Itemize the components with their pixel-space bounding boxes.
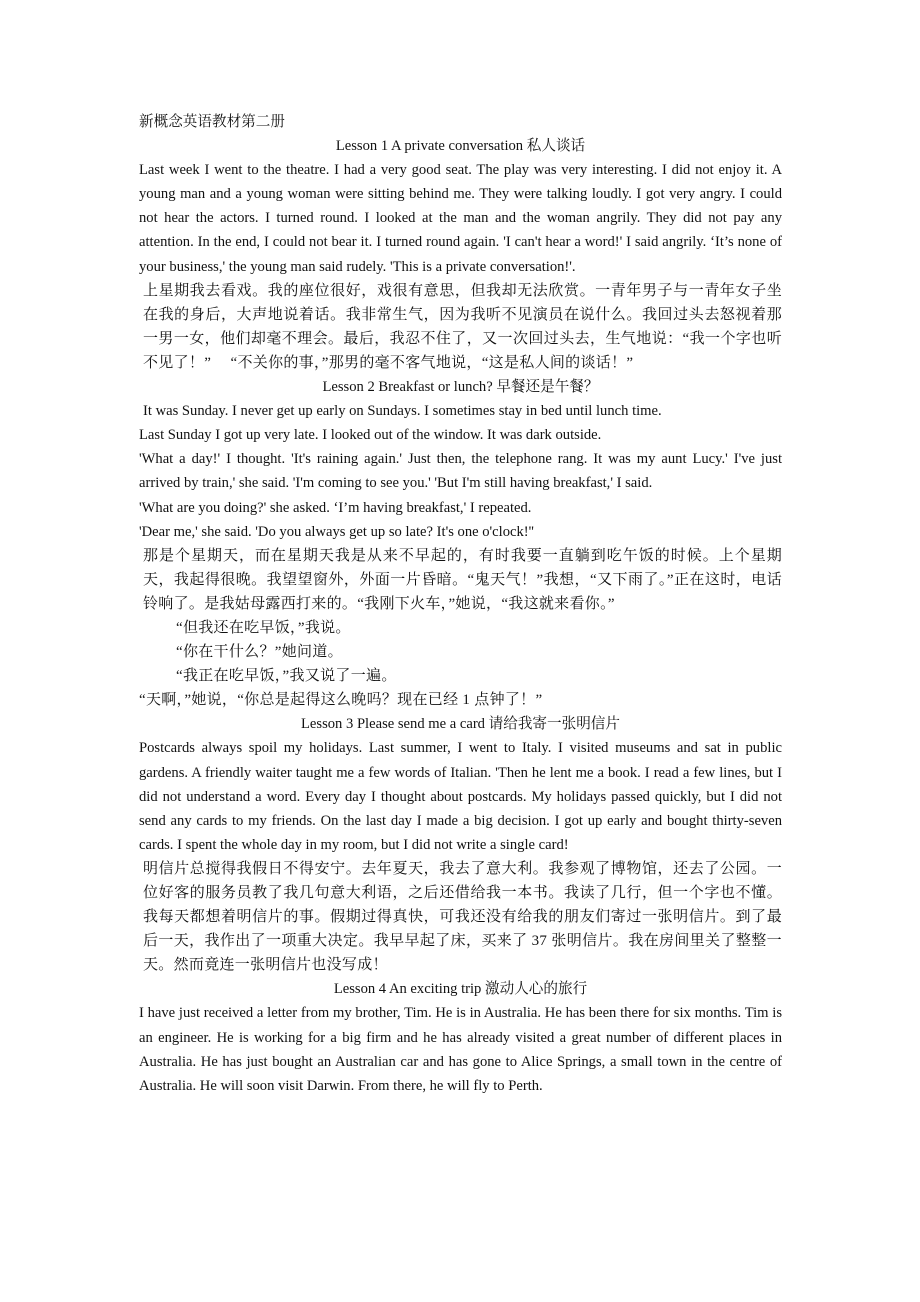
lesson-2-english-line: It was Sunday. I never get up early on Sundays. I sometimes stay in bed until lunch time.	[143, 403, 662, 420]
book-title: 新概念英语教材第二册	[139, 114, 285, 130]
lesson-3-chinese-text: 明信片总搅得我假日不得安宁。去年夏天，我去了意大利。我参观了博物馆，还去了公园。一位好客的服务员教了我几句意大利语，之后还借给我一本书。我读了几行，但一个字也不懂。我每天都想着明信片的事。假期过得真快，可我还没有给我的朋友们寄过一张明信片。到了最后一天，我作出了一项重大决定。我早早起了床，买来了 37 张明信片。我在房间里关了整整一天。然而竟连一张明信片也没写成！	[143, 860, 782, 974]
lesson-1-title: Lesson 1 A private conversation 私人谈话	[335, 138, 586, 155]
lesson-1-english-text: Last week I went to the theatre. I had a very good seat. The play was very interesting. I did not enjoy it. A young man and a young woman were sitting behind me. They were talking loudly. I got very angry. I could not hear the actors. I turned round. I looked at the man and the woman angrily. They did not pay any attention. In the end, I could not bear it. I turned round again. 'I can't hear a word!' I said angrily. ‘It’s none of your business,' the young man said rudely. 'This is a private conversation!'.	[139, 162, 782, 275]
lesson-2-title: Lesson 2 Breakfast or lunch? 早餐还是午餐？	[322, 379, 599, 396]
document-page	[139, 110, 782, 1098]
lesson-2-chinese-closing-line: “天啊，”她说，“你总是起得这么晚吗？现在已经 1 点钟了！”	[139, 692, 543, 709]
lesson-3-english-text: Postcards always spoil my holidays. Last summer, I went to Italy. I visited museums and sat in public gardens. A friendly waiter taught me a few words of Italian. 'Then he lent me a book. I read a few lines, but I did not understand a word. Every day I thought about postcards. My holidays passed quickly, but I did not send any cards to my friends. On the last day I made a big decision. I got up early and bought thirty-seven cards. I spent the whole day in my room, but I did not write a single card!	[139, 740, 782, 853]
lesson-2-english-line: 'What a day!' I thought. 'It's raining again.' Just then, the telephone rang. It was my aunt Lucy.' I've just arrived by train,' she said. 'I'm coming to see you.' 'But I'm still having breakfast,' I said.	[139, 451, 782, 492]
lesson-2-english-line: 'Dear me,' she said. 'Do you always get up so late? It's one o'clock!''	[139, 523, 534, 540]
lesson-2-chinese-dialog-line: “你在干什么？”她问道。	[176, 644, 343, 661]
lesson-2-chinese-dialog-line: “我正在吃早饭，”我又说了一遍。	[176, 668, 397, 685]
lesson-3-title: Lesson 3 Please send me a card 请给我寄一张明信片	[301, 716, 620, 733]
lesson-4-title: Lesson 4 An exciting trip 激动人心的旅行	[333, 981, 588, 998]
lesson-1-chinese-text: 上星期我去看戏。我的座位很好，戏很有意思，但我却无法欣赏。一青年男子与一青年女子坐在我的身后，大声地说着话。我非常生气，因为我听不见演员在说什么。我回过头去怒视着那一男一女，他们却毫不理会。最后，我忍不住了，又一次回过头去，生气地说：“我一个字也听不见了！” “不关你的事，”那男的毫不客气地说，“这是私人间的谈话！”	[143, 282, 782, 371]
lesson-2-chinese-dialog-line: “但我还在吃早饭，”我说。	[176, 619, 351, 636]
lesson-2-english-line: Last Sunday I got up very late. I looked out of the window. It was dark outside.	[139, 427, 602, 444]
lesson-2-english-line: 'What are you doing?' she asked. ‘I’m having breakfast,' I repeated.	[139, 499, 532, 516]
lesson-4-english-text: I have just received a letter from my brother, Tim. He is in Australia. He has been there for six months. Tim is an engineer. He is working for a big firm and he has already visited a great number of different places in Australia. He has just bought an Australian car and has gone to Alice Springs, a small town in the centre of Australia. He will soon visit Darwin. From there, he will fly to Perth.	[139, 1005, 782, 1094]
lesson-2-chinese-text: 那是个星期天，而在星期天我是从来不早起的，有时我要一直躺到吃午饭的时候。上个星期天，我起得很晚。我望望窗外，外面一片昏暗。“鬼天气！”我想，“又下雨了。”正在这时，电话铃响了。是我姑母露西打来的。“我刚下火车，”她说，“我这就来看你。”	[143, 547, 782, 612]
